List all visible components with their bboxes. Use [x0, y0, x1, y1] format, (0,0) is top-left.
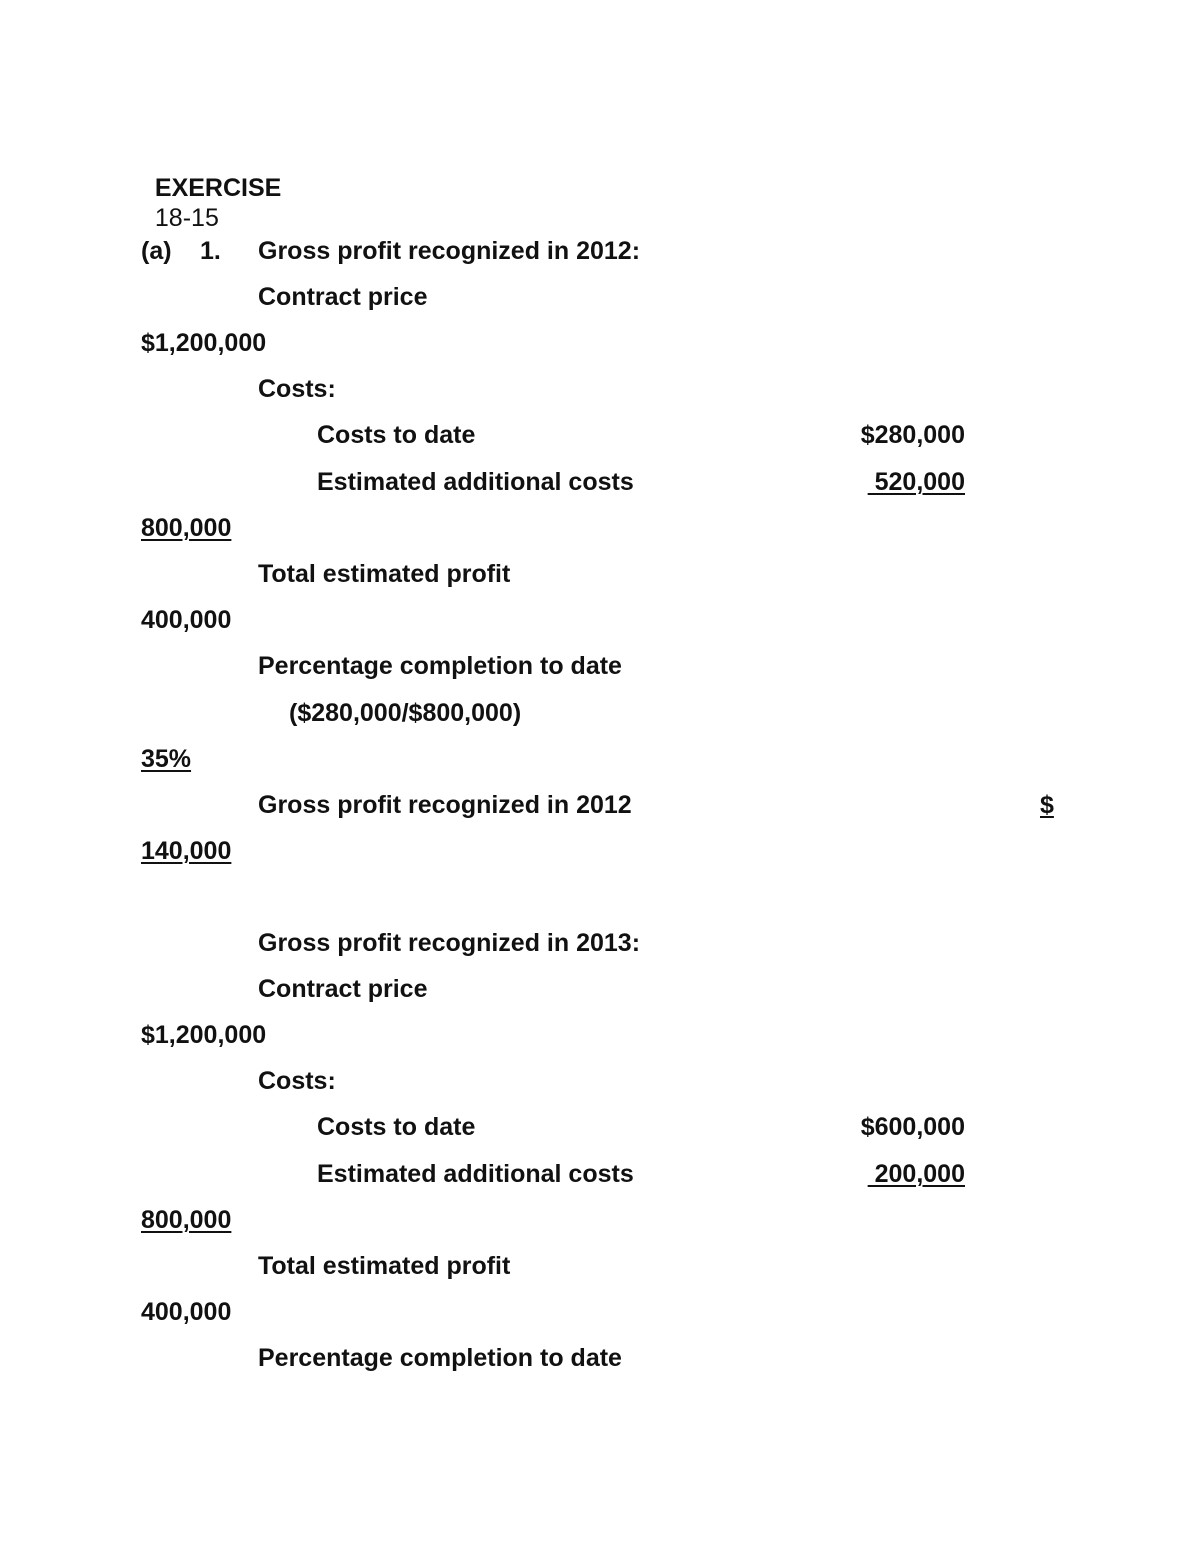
- pct-formula-2012: ($280,000/$800,000): [289, 699, 522, 727]
- costs-to-date-label-2012: Costs to date: [317, 421, 476, 449]
- contract-price-value-2012: $1,200,000: [141, 329, 267, 357]
- est-additional-value-2013: 200,000: [867, 1160, 965, 1188]
- heading-2013: Gross profit recognized in 2013:: [258, 929, 641, 957]
- pct-value-2012: 35%: [141, 745, 192, 773]
- total-costs-value-2013: 800,000: [141, 1206, 232, 1234]
- est-additional-value-2012: 520,000: [867, 468, 965, 496]
- costs-label-2013: Costs:: [258, 1067, 336, 1095]
- recognized-label-2012: Gross profit recognized in 2012: [258, 791, 632, 819]
- total-profit-value-2012: 400,000: [141, 606, 232, 634]
- est-additional-label-2013: Estimated additional costs: [317, 1160, 634, 1188]
- exercise-number: 18-15: [154, 204, 219, 232]
- recognized-value-2012: 140,000: [141, 837, 232, 865]
- costs-to-date-value-2013: $600,000: [860, 1113, 965, 1141]
- contract-price-value-2013: $1,200,000: [141, 1021, 267, 1049]
- costs-to-date-value-2012: $280,000: [860, 421, 965, 449]
- total-costs-value-2012: 800,000: [141, 514, 232, 542]
- total-profit-value-2013: 400,000: [141, 1298, 232, 1326]
- recognized-currency-2012: $: [1040, 791, 1054, 819]
- pct-label-2013: Percentage completion to date: [258, 1344, 622, 1372]
- costs-to-date-label-2013: Costs to date: [317, 1113, 476, 1141]
- pct-label-2012: Percentage completion to date: [258, 652, 622, 680]
- heading-2012: Gross profit recognized in 2012:: [258, 237, 641, 265]
- est-additional-label-2012: Estimated additional costs: [317, 468, 634, 496]
- part-label: (a): [141, 237, 172, 265]
- contract-price-label-2013: Contract price: [258, 975, 428, 1003]
- total-profit-label-2013: Total estimated profit: [258, 1252, 511, 1280]
- total-profit-label-2012: Total estimated profit: [258, 560, 511, 588]
- exercise-word: EXERCISE: [154, 174, 282, 202]
- item-number: 1.: [200, 237, 221, 265]
- exercise-heading: [141, 143, 281, 233]
- costs-label-2012: Costs:: [258, 375, 336, 403]
- contract-price-label-2012: Contract price: [258, 283, 428, 311]
